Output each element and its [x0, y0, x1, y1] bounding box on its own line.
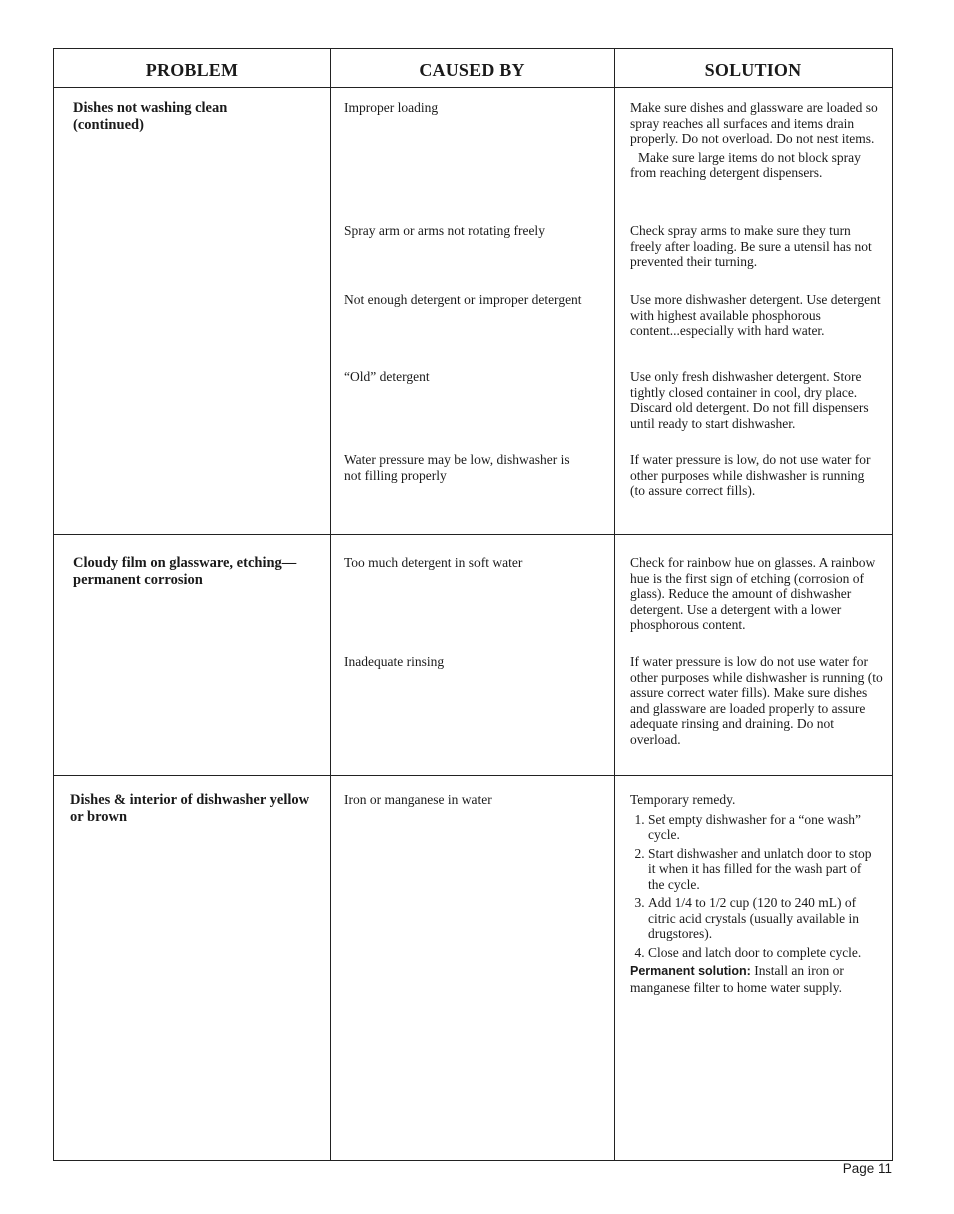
- page-number: Page 11: [842, 1161, 892, 1176]
- solution-old-detergent: [630, 369, 882, 431]
- solution-paragraph: Use more dishwasher detergent. Use detergent with highest available phosphorous content...especially with hard water.: [630, 292, 881, 338]
- cause-improper-loading: Improper loading: [344, 100, 439, 115]
- solution-paragraph: If water pressure is low, do not use water for other purposes while dishwasher is running (to assure correct fills).: [630, 452, 871, 498]
- solution-inadequate-rinsing: [630, 654, 884, 747]
- header-caused-by: CAUSED BY: [419, 60, 525, 80]
- row-divider: [54, 534, 892, 535]
- permanent-solution-label: Permanent solution:: [630, 964, 751, 978]
- problem-dishes-not-washing-clean: Dishes not washing clean (continued): [73, 100, 228, 133]
- solution-paragraph: Check spray arms to make sure they turn freely after loading. Be sure a utensil has not prevented their turning.: [630, 223, 872, 269]
- troubleshooting-table: [53, 48, 893, 1161]
- problem-cloudy-film: Cloudy film on glassware, etching—permanent corrosion: [73, 555, 297, 588]
- solution-paragraph: Use only fresh dishwasher detergent. Store tightly closed container in cool, dry place. Discard old detergent. Do not fill dispensers until ready to start dishwasher.: [630, 369, 869, 431]
- temporary-remedy-label: Temporary remedy.: [630, 792, 736, 807]
- cause-too-much-detergent: Too much detergent in soft water: [344, 555, 523, 570]
- list-item: 4. Close and latch door to complete cycle.: [648, 945, 880, 961]
- remedy-steps-list: [630, 812, 880, 961]
- solution-not-enough-detergent: [630, 292, 882, 339]
- problem-yellow-or-brown: Dishes & interior of dishwasher yellow or brown: [70, 792, 310, 825]
- cause-low-water-pressure: Water pressure may be low, dishwasher is not filling properly: [344, 452, 570, 483]
- column-divider: [614, 49, 615, 1160]
- solution-paragraph: Make sure large items do not block spray from reaching detergent dispensers.: [630, 149, 861, 180]
- permanent-solution: [630, 963, 880, 995]
- header-divider: [54, 87, 892, 88]
- header-solution: SOLUTION: [704, 60, 802, 80]
- cause-old-detergent: “Old” detergent: [344, 369, 430, 384]
- list-item: 3. Add 1/4 to 1/2 cup (120 to 240 mL) of citric acid crystals (usually available in drugstores).: [648, 895, 880, 942]
- column-divider: [330, 49, 331, 1160]
- solution-paragraph: If water pressure is low do not use water for other purposes while dishwasher is running (to assure correct water fills). Make sure dishes and glassware are loaded properly to assure adequate rinsing and draining. Do not overload.: [630, 654, 883, 747]
- solution-low-water-pressure: [630, 452, 882, 499]
- cause-spray-arm: Spray arm or arms not rotating freely: [344, 223, 545, 238]
- solution-paragraph: Make sure dishes and glassware are loaded so spray reaches all surfaces and items drain properly. Do not overload. Do not nest items.: [630, 100, 878, 146]
- permanent-solution-text: Install an iron or manganese filter to home water supply.: [630, 963, 844, 995]
- solution-too-much-detergent: [630, 555, 884, 633]
- list-item: 1. Set empty dishwasher for a “one wash” cycle.: [648, 812, 880, 843]
- header-problem: PROBLEM: [145, 60, 239, 80]
- list-item: 2. Start dishwasher and unlatch door to stop it when it has filled for the wash part of the cycle.: [648, 846, 880, 893]
- solution-iron-manganese: [630, 792, 880, 995]
- cause-iron-manganese: Iron or manganese in water: [344, 792, 492, 807]
- solution-spray-arm: [630, 223, 882, 270]
- cause-inadequate-rinsing: Inadequate rinsing: [344, 654, 445, 669]
- solution-improper-loading: [630, 100, 882, 181]
- row-divider: [54, 775, 892, 776]
- solution-paragraph: Check for rainbow hue on glasses. A rainbow hue is the first sign of etching (corrosion of glass). Reduce the amount of dishwasher detergent. Use a detergent with a lower phosphorous content.: [630, 555, 876, 632]
- cause-not-enough-detergent: Not enough detergent or improper detergent: [344, 292, 582, 307]
